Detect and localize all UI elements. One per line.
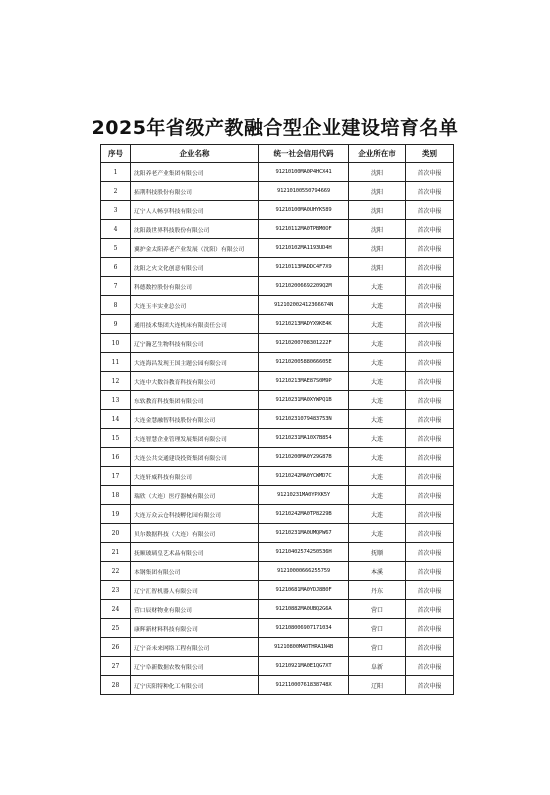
row-seq: 1: [101, 163, 131, 182]
table-row: [101, 448, 454, 467]
row-seq: 9: [101, 315, 131, 334]
row-seq: 24: [101, 600, 131, 619]
row-category: 首次申报: [406, 258, 454, 277]
table-row: [101, 353, 454, 372]
table-row: [101, 391, 454, 410]
row-seq: 17: [101, 467, 131, 486]
row-category: 首次申报: [406, 315, 454, 334]
row-seq: 14: [101, 410, 131, 429]
row-seq: 12: [101, 372, 131, 391]
table-body: [101, 163, 454, 695]
row-city: 大连: [349, 486, 406, 505]
row-seq: 5: [101, 239, 131, 258]
table-row: [101, 277, 454, 296]
row-category: 首次申报: [406, 163, 454, 182]
row-credit-code: 91210921MA0E1QG7XT: [259, 657, 349, 676]
row-enterprise-name: 康辉新材料科技有限公司: [131, 619, 259, 638]
row-seq: 6: [101, 258, 131, 277]
row-seq: 10: [101, 334, 131, 353]
row-credit-code: 91210231MA0XYWPQ1B: [259, 391, 349, 410]
row-seq: 22: [101, 562, 131, 581]
row-seq: 19: [101, 505, 131, 524]
row-credit-code: 912108006907171034: [259, 619, 349, 638]
row-credit-code: 91210100MA0P4HCX41: [259, 163, 349, 182]
row-enterprise-name: 大连中大数谷教育科技有限公司: [131, 372, 259, 391]
row-credit-code: 91210402574250536H: [259, 543, 349, 562]
row-category: 首次申报: [406, 429, 454, 448]
row-enterprise-name: 大连轩威科技有限公司: [131, 467, 259, 486]
table-row: [101, 524, 454, 543]
table-row: [101, 182, 454, 201]
row-city: 大连: [349, 429, 406, 448]
row-credit-code: 91210231079483753N: [259, 410, 349, 429]
row-enterprise-name: 翼护金太阳养老产业发展（沈阳）有限公司: [131, 239, 259, 258]
table-row: [101, 334, 454, 353]
row-category: 首次申报: [406, 581, 454, 600]
row-credit-code: 91210000666255759: [259, 562, 349, 581]
row-enterprise-name: 辽宁音未来网络工程有限公司: [131, 638, 259, 657]
header-city: 企业所在市: [349, 145, 406, 163]
table-row: [101, 239, 454, 258]
row-enterprise-name: 辽宁瀚艺生物科技有限公司: [131, 334, 259, 353]
row-city: 大连: [349, 524, 406, 543]
table-row: [101, 220, 454, 239]
row-category: 首次申报: [406, 353, 454, 372]
row-credit-code: 91210100MA0UHYK589: [259, 201, 349, 220]
row-city: 大连: [349, 353, 406, 372]
row-credit-code: 91210242MA0YCWMD7C: [259, 467, 349, 486]
header-type: 类别: [406, 145, 454, 163]
row-credit-code: 91210231MA10X7B854: [259, 429, 349, 448]
table-row: [101, 410, 454, 429]
row-category: 首次申报: [406, 657, 454, 676]
table-row: [101, 638, 454, 657]
table-row: [101, 600, 454, 619]
row-enterprise-name: 本钢集团有限公司: [131, 562, 259, 581]
header-code: 统一社会信用代码: [259, 145, 349, 163]
table-row: [101, 296, 454, 315]
row-seq: 26: [101, 638, 131, 657]
row-credit-code: 91210231MA0UMQPW67: [259, 524, 349, 543]
row-seq: 13: [101, 391, 131, 410]
row-city: 大连: [349, 505, 406, 524]
table-row: [101, 543, 454, 562]
row-city: 大连: [349, 334, 406, 353]
row-credit-code: 91210112MA0TPBM0OF: [259, 220, 349, 239]
row-city: 本溪: [349, 562, 406, 581]
row-seq: 20: [101, 524, 131, 543]
row-credit-code: 91210681MA0YDJ8B0F: [259, 581, 349, 600]
row-city: 辽阳: [349, 676, 406, 695]
row-credit-code: 91210200588066605E: [259, 353, 349, 372]
row-seq: 25: [101, 619, 131, 638]
row-enterprise-name: 沈阳鼓世界科技股份有限公司: [131, 220, 259, 239]
row-credit-code: 91211000761838748X: [259, 676, 349, 695]
row-seq: 7: [101, 277, 131, 296]
row-enterprise-name: 通用技术集团大连机床有限责任公司: [131, 315, 259, 334]
table-row: [101, 486, 454, 505]
row-enterprise-name: 瑞欣（大连）医疗器械有限公司: [131, 486, 259, 505]
row-credit-code: 912102006692209Q2M: [259, 277, 349, 296]
row-credit-code: 91210242MA0TP8229B: [259, 505, 349, 524]
row-city: 沈阳: [349, 220, 406, 239]
row-enterprise-name: 大连公共交通建设投资集团有限公司: [131, 448, 259, 467]
enterprise-list-table: [100, 144, 454, 695]
row-seq: 16: [101, 448, 131, 467]
row-city: 沈阳: [349, 201, 406, 220]
row-city: 大连: [349, 467, 406, 486]
header-seq: 序号: [101, 145, 131, 163]
row-category: 首次申报: [406, 543, 454, 562]
row-seq: 4: [101, 220, 131, 239]
table-row: [101, 258, 454, 277]
row-city: 阜新: [349, 657, 406, 676]
row-category: 首次申报: [406, 467, 454, 486]
row-enterprise-name: 辽宁阜新数据农牧有限公司: [131, 657, 259, 676]
row-city: 大连: [349, 277, 406, 296]
row-category: 首次申报: [406, 524, 454, 543]
row-city: 大连: [349, 410, 406, 429]
row-seq: 2: [101, 182, 131, 201]
row-seq: 27: [101, 657, 131, 676]
row-category: 首次申报: [406, 486, 454, 505]
row-credit-code: 91210200708301222F: [259, 334, 349, 353]
table-row: [101, 657, 454, 676]
row-city: 沈阳: [349, 182, 406, 201]
row-enterprise-name: 科德数控股份有限公司: [131, 277, 259, 296]
row-seq: 21: [101, 543, 131, 562]
row-enterprise-name: 拓荆科技股份有限公司: [131, 182, 259, 201]
row-enterprise-name: 东软教育科技集团有限公司: [131, 391, 259, 410]
row-city: 沈阳: [349, 163, 406, 182]
row-enterprise-name: 大连万众云仓科技孵化园有限公司: [131, 505, 259, 524]
row-seq: 18: [101, 486, 131, 505]
row-credit-code: 91210100550794669: [259, 182, 349, 201]
row-enterprise-name: 大连玉丰实业总公司: [131, 296, 259, 315]
row-category: 首次申报: [406, 410, 454, 429]
row-credit-code: 91210800MA0THRA1N4B: [259, 638, 349, 657]
row-city: 大连: [349, 296, 406, 315]
header-name: 企业名称: [131, 145, 259, 163]
row-city: 沈阳: [349, 239, 406, 258]
row-enterprise-name: 辽宁庆阳特种化工有限公司: [131, 676, 259, 695]
row-enterprise-name: 沈阳之火文化创意有限公司: [131, 258, 259, 277]
row-credit-code: 912102002412366674N: [259, 296, 349, 315]
row-city: 沈阳: [349, 258, 406, 277]
row-seq: 11: [101, 353, 131, 372]
row-credit-code: 91210113MADDC4F7X9: [259, 258, 349, 277]
table-row: [101, 676, 454, 695]
row-category: 首次申报: [406, 372, 454, 391]
row-category: 首次申报: [406, 619, 454, 638]
row-city: 营口: [349, 600, 406, 619]
table-row: [101, 619, 454, 638]
table-row: [101, 581, 454, 600]
row-seq: 28: [101, 676, 131, 695]
row-seq: 3: [101, 201, 131, 220]
row-credit-code: 91210213MADYX9KE4K: [259, 315, 349, 334]
row-seq: 8: [101, 296, 131, 315]
row-city: 营口: [349, 638, 406, 657]
row-enterprise-name: 沈阳养老产业集团有限公司: [131, 163, 259, 182]
row-category: 首次申报: [406, 505, 454, 524]
row-category: 首次申报: [406, 277, 454, 296]
row-seq: 15: [101, 429, 131, 448]
row-enterprise-name: 大连金慧融智科技股份有限公司: [131, 410, 259, 429]
row-city: 营口: [349, 619, 406, 638]
table-header-row: [101, 145, 454, 163]
table-row: [101, 315, 454, 334]
row-enterprise-name: 大连智慧企业管理发展集团有限公司: [131, 429, 259, 448]
row-category: 首次申报: [406, 239, 454, 258]
row-category: 首次申报: [406, 391, 454, 410]
row-enterprise-name: 辽宁汇智机器人有限公司: [131, 581, 259, 600]
row-category: 首次申报: [406, 296, 454, 315]
table-row: [101, 163, 454, 182]
row-city: 大连: [349, 448, 406, 467]
row-category: 首次申报: [406, 220, 454, 239]
row-credit-code: 91210213MAE87S0M9P: [259, 372, 349, 391]
row-city: 大连: [349, 315, 406, 334]
table-row: [101, 201, 454, 220]
row-category: 首次申报: [406, 182, 454, 201]
table-row: [101, 467, 454, 486]
table-row: [101, 372, 454, 391]
row-enterprise-name: 贝尔数据科技（大连）有限公司: [131, 524, 259, 543]
row-category: 首次申报: [406, 448, 454, 467]
row-credit-code: 91210200MA0Y29G87B: [259, 448, 349, 467]
row-credit-code: 91210882MA0UBQ2G6A: [259, 600, 349, 619]
row-enterprise-name: 大连海昌发现王国主题公园有限公司: [131, 353, 259, 372]
row-category: 首次申报: [406, 201, 454, 220]
row-enterprise-name: 抚顺玻璃皇艺术品有限公司: [131, 543, 259, 562]
row-seq: 23: [101, 581, 131, 600]
table-row: [101, 429, 454, 448]
table-row: [101, 505, 454, 524]
row-credit-code: 91210102MA1193UD4H: [259, 239, 349, 258]
row-category: 首次申报: [406, 562, 454, 581]
row-city: 丹东: [349, 581, 406, 600]
row-city: 大连: [349, 372, 406, 391]
row-category: 首次申报: [406, 600, 454, 619]
row-category: 首次申报: [406, 334, 454, 353]
row-credit-code: 91210231MA0YPXK5Y: [259, 486, 349, 505]
row-city: 大连: [349, 391, 406, 410]
row-enterprise-name: 辽宁人人畅享科技有限公司: [131, 201, 259, 220]
row-category: 首次申报: [406, 676, 454, 695]
page-title: 2025年省级产教融合型企业建设培育名单: [91, 117, 459, 139]
row-category: 首次申报: [406, 638, 454, 657]
row-enterprise-name: 营口辰财物业有限公司: [131, 600, 259, 619]
row-city: 抚顺: [349, 543, 406, 562]
table-row: [101, 562, 454, 581]
